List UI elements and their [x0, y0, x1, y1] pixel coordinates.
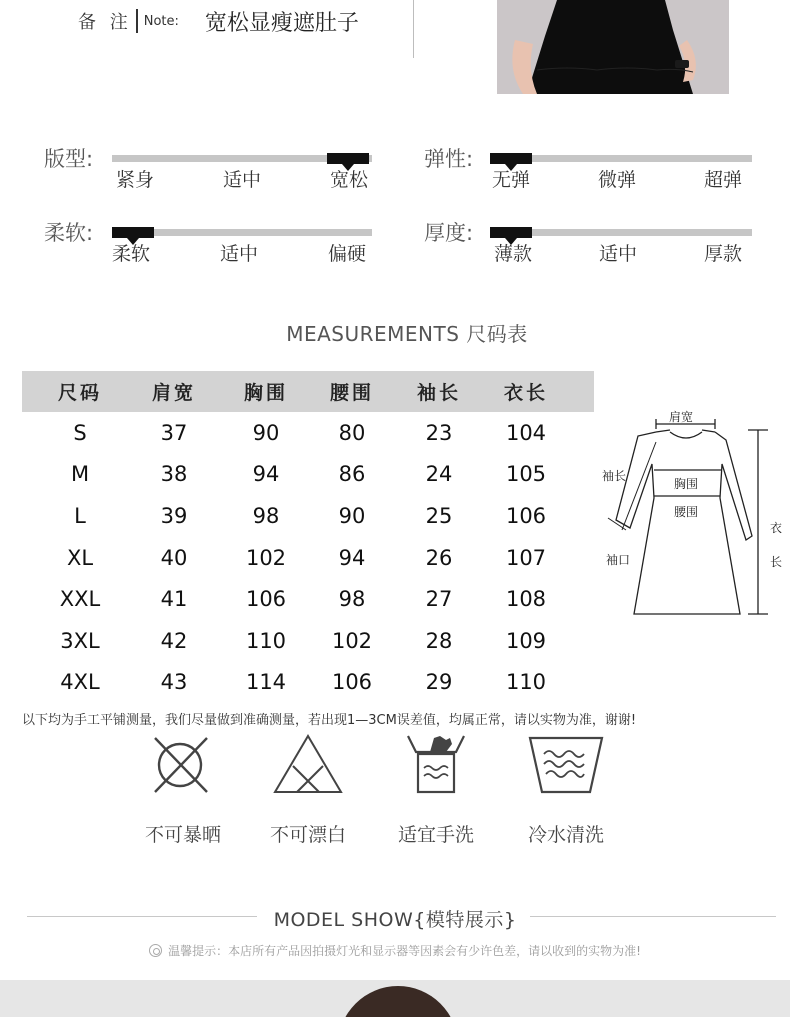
- table-cell: 106: [245, 587, 287, 612]
- table-cell: 98: [338, 587, 366, 612]
- table-cell: 37: [160, 420, 188, 445]
- diagram-label-shoulder: 肩宽: [669, 410, 694, 424]
- model-show-title: MODEL SHOW{模特展示}: [273, 909, 517, 931]
- care-label: 不可暴晒: [144, 824, 221, 846]
- table-cell: 29: [425, 670, 453, 695]
- attr-elasticity-option: 无弹: [492, 169, 531, 191]
- table-cell: 86: [338, 462, 366, 487]
- attr-elasticity: [424, 143, 764, 203]
- attr-softness-option: 偏硬: [327, 243, 366, 265]
- diagram-label-sleeve: 袖长: [602, 469, 627, 483]
- header-cell: 胸围: [243, 382, 288, 404]
- care-item: [128, 732, 238, 847]
- product-photo-top: [497, 0, 729, 94]
- attr-softness: [44, 217, 384, 277]
- table-cell: XXL: [59, 587, 101, 612]
- table-cell: 108: [505, 587, 547, 612]
- note-row: [78, 6, 359, 36]
- diagram-label-length: 长: [770, 555, 783, 569]
- table-cell: 38: [160, 462, 188, 487]
- attr-softness-label: 柔软:: [44, 221, 94, 245]
- table-cell: 25: [425, 503, 453, 528]
- table-cell: 39: [160, 503, 188, 528]
- size-table-header: [22, 371, 594, 412]
- size-table: [22, 371, 594, 703]
- table-cell: L: [74, 503, 86, 528]
- table-cell: 90: [338, 503, 366, 528]
- attr-softness-option: 适中: [219, 243, 258, 265]
- table-cell: 43: [160, 670, 188, 695]
- color-tip-text: 温馨提示：本店所有产品因拍摄灯光和显示器等因素会有少许色差，请以收到的实物为准!: [168, 944, 641, 958]
- care-item: [511, 732, 621, 847]
- table-cell: 27: [425, 587, 453, 612]
- care-item: [253, 732, 363, 847]
- table-cell: 105: [505, 462, 547, 487]
- vertical-divider: [413, 0, 414, 58]
- hand-wash-icon: [406, 732, 466, 796]
- table-cell: 102: [331, 628, 373, 653]
- header-cell: 腰围: [329, 382, 374, 404]
- attr-thickness-options: [494, 239, 742, 266]
- table-cell: 40: [160, 545, 188, 570]
- attr-fit-option: 宽松: [329, 169, 368, 191]
- table-cell: 98: [252, 503, 280, 528]
- attr-thickness-option: 适中: [598, 243, 637, 265]
- attr-fit-option: 紧身: [116, 169, 155, 191]
- table-row: [22, 578, 594, 620]
- attr-elasticity-marker: [490, 153, 532, 164]
- note-divider: [136, 9, 138, 33]
- color-tip: [0, 942, 790, 959]
- table-cell: S: [73, 420, 87, 445]
- attr-fit-track: [112, 155, 372, 162]
- table-cell: 102: [245, 545, 287, 570]
- table-cell: 90: [252, 420, 280, 445]
- attr-softness-option: 柔软: [112, 243, 151, 265]
- table-cell: 26: [425, 545, 453, 570]
- care-label: 适宜手洗: [397, 824, 474, 846]
- attr-elasticity-label: 弹性:: [424, 147, 474, 171]
- care-item: [381, 732, 491, 847]
- attr-thickness-track: [490, 229, 752, 236]
- table-row: [22, 537, 594, 579]
- attr-elasticity-option: 超弹: [703, 169, 742, 191]
- attr-thickness-option: 厚款: [703, 243, 742, 265]
- table-cell: 42: [160, 628, 188, 653]
- header-cell: 肩宽: [151, 382, 196, 404]
- size-table-body: [22, 412, 594, 703]
- header-cell: 衣长: [503, 382, 548, 404]
- table-row: [22, 620, 594, 662]
- model-photo: [0, 980, 790, 1017]
- attr-fit-option: 适中: [222, 169, 261, 191]
- table-cell: 104: [505, 420, 547, 445]
- diagram-label-chest: 胸围: [674, 477, 699, 491]
- table-cell: 23: [425, 420, 453, 445]
- table-row: [22, 412, 594, 454]
- attr-fit-options: [116, 165, 368, 192]
- no-tumble-dry-icon: [153, 732, 213, 796]
- attr-thickness-option: 薄款: [494, 243, 533, 265]
- diagram-label-length: 衣: [770, 521, 783, 535]
- care-label: 冷水清洗: [527, 824, 604, 846]
- tip-icon: [149, 944, 162, 957]
- attr-softness-track: [112, 229, 372, 236]
- note-label: 备 注: [78, 12, 132, 33]
- attr-elasticity-options: [492, 165, 742, 192]
- table-cell: XL: [66, 545, 94, 570]
- table-cell: 106: [505, 503, 547, 528]
- attr-softness-options: [112, 239, 366, 266]
- table-cell: 28: [425, 628, 453, 653]
- table-row: [22, 662, 594, 704]
- table-cell: 3XL: [60, 628, 100, 653]
- attr-fit-label: 版型:: [44, 147, 94, 171]
- table-cell: 110: [245, 628, 287, 653]
- no-bleach-icon: [273, 732, 343, 796]
- care-label: 不可漂白: [269, 824, 346, 846]
- table-cell: 114: [245, 670, 287, 695]
- measurements-title: MEASUREMENTS 尺码表: [286, 322, 528, 346]
- note-label-en: Note:: [143, 13, 179, 29]
- table-cell: 109: [505, 628, 547, 653]
- diagram-label-waist: 腰围: [674, 505, 699, 519]
- table-cell: M: [70, 462, 90, 487]
- table-cell: 94: [338, 545, 366, 570]
- garment-diagram: [598, 400, 790, 622]
- attr-fit-marker: [327, 153, 369, 164]
- model-hair: [338, 986, 458, 1017]
- table-row: [22, 495, 594, 537]
- cold-wash-icon: [526, 732, 606, 796]
- attr-softness-marker: [112, 227, 154, 238]
- table-cell: 94: [252, 462, 280, 487]
- table-row: [22, 454, 594, 496]
- attr-thickness: [424, 217, 764, 277]
- note-value: 宽松显瘦遮肚子: [204, 10, 359, 36]
- table-cell: 4XL: [60, 670, 100, 695]
- measurement-disclaimer: 以下均为手工平铺测量，我们尽量做到准确测量，若出现1—3CM误差值，均属正常，请以实物为准，谢谢!: [22, 713, 637, 728]
- header-cell: 尺码: [57, 382, 102, 404]
- attr-elasticity-option: 微弹: [597, 169, 636, 191]
- attr-elasticity-track: [490, 155, 752, 162]
- attr-fit: [44, 143, 384, 203]
- table-cell: 106: [331, 670, 373, 695]
- header-cell: 袖长: [416, 382, 461, 404]
- attr-thickness-label: 厚度:: [424, 221, 474, 245]
- table-cell: 80: [338, 420, 366, 445]
- attr-thickness-marker: [490, 227, 532, 238]
- table-cell: 110: [505, 670, 547, 695]
- table-cell: 24: [425, 462, 453, 487]
- table-cell: 107: [505, 545, 547, 570]
- table-cell: 41: [160, 587, 188, 612]
- diagram-label-cuff: 袖口: [606, 553, 631, 567]
